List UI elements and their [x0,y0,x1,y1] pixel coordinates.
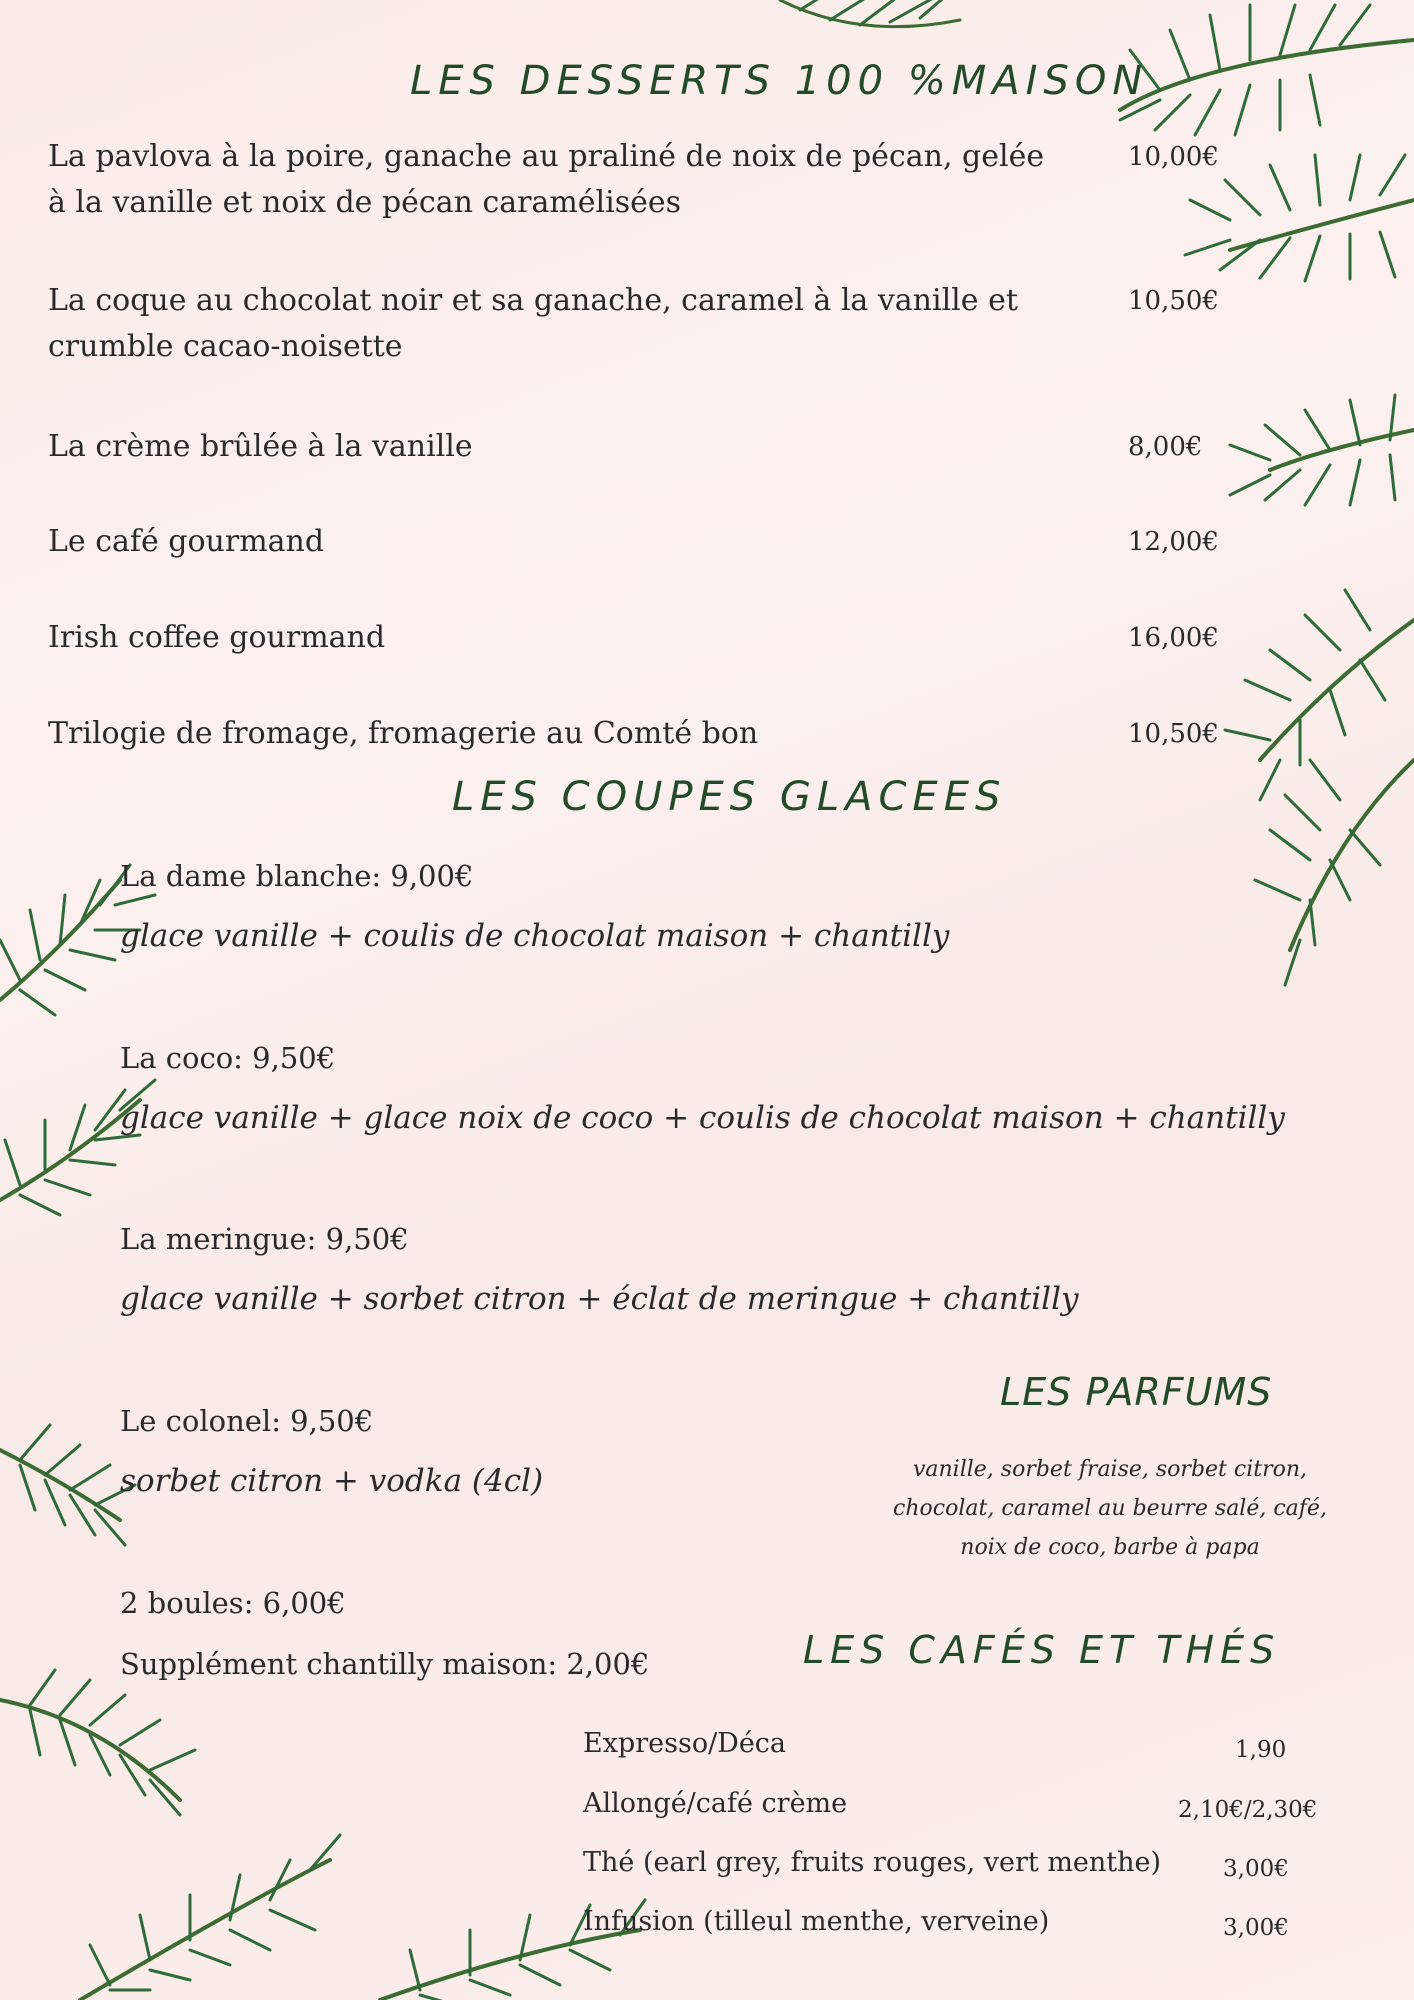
parfums-line: noix de coco, barbe à papa [960,1535,1260,1560]
cafe-name: Expresso/Déca [583,1728,787,1759]
desserts-heading: LES DESSERTS 100 %MAISON [410,58,1149,104]
dessert-item [48,615,1219,661]
parfums-line: vanille, sorbet fraise, sorbet citron, [912,1457,1308,1482]
dessert-name: La pavlova à la poire, ganache au praliné de noix de pécan, gelée à la vanille et noix de pécan caramélisées [48,139,1045,220]
coupe-title: La dame blanche: 9,00€ [120,859,474,893]
coupe-item [120,1038,1285,1140]
dessert-price: 10,00€ [1128,142,1219,172]
cafe-name: Thé (earl grey, fruits rouges, vert menthe) [583,1847,1162,1878]
coupe-description: glace vanille + sorbet citron + éclat de meringue + chantilly [120,1281,1079,1317]
dessert-item [48,519,1219,565]
coupe-title: La coco: 9,50€ [120,1041,336,1075]
coupes-heading: LES COUPES GLACEES [452,774,1007,820]
dessert-item [48,424,1203,470]
dessert-item [48,278,1219,370]
dessert-price: 12,00€ [1128,527,1219,557]
dessert-name: Le café gourmand [48,524,325,559]
parfums-list [870,1450,1350,1567]
dessert-name: Irish coffee gourmand [48,620,386,655]
cafe-item [583,1902,1363,1942]
dessert-price: 8,00€ [1128,432,1203,462]
cafe-item [583,1724,1363,1764]
dessert-price: 10,50€ [1128,719,1219,749]
cafe-price: 3,00€ [1223,1915,1289,1941]
cafe-price: 2,10€/2,30€ [1178,1797,1318,1823]
extra-two-scoops: 2 boules: 6,00€ [120,1586,346,1620]
dessert-price: 10,50€ [1128,286,1219,316]
dessert-item [48,134,1219,226]
coupe-item [120,1219,1079,1321]
parfums-heading: LES PARFUMS [1000,1370,1273,1414]
coupe-title: La meringue: 9,50€ [120,1222,409,1256]
cafe-name: Allongé/café crème [583,1788,848,1819]
cafe-price: 1,90 [1235,1737,1287,1763]
coupe-description: glace vanille + coulis de chocolat maison + chantilly [120,918,950,954]
dessert-name: La coque au chocolat noir et sa ganache, caramel à la vanille et crumble cacao-noisette [48,283,1018,364]
coupe-description: glace vanille + glace noix de coco + coulis de chocolat maison + chantilly [120,1100,1285,1136]
dessert-price: 16,00€ [1128,623,1219,653]
dessert-item [48,711,1219,757]
parfums-line: chocolat, caramel au beurre salé, café, [893,1496,1327,1521]
cafes-heading: LES CAFÉS ET THÉS [803,1628,1281,1672]
coupe-item [120,856,949,958]
cafe-item [583,1784,1363,1824]
cafe-item [583,1843,1363,1883]
coupe-description: sorbet citron + vodka (4cl) [120,1463,544,1499]
extra-chantilly: Supplément chantilly maison: 2,00€ [120,1647,650,1681]
cafe-name: Infusion (tilleul menthe, verveine) [583,1906,1050,1937]
coupe-title: Le colonel: 9,50€ [120,1404,374,1438]
cafe-price: 3,00€ [1223,1856,1289,1882]
dessert-name: La crème brûlée à la vanille [48,429,473,464]
coupe-item [120,1401,543,1503]
dessert-name: Trilogie de fromage, fromagerie au Comté bon [48,716,759,751]
